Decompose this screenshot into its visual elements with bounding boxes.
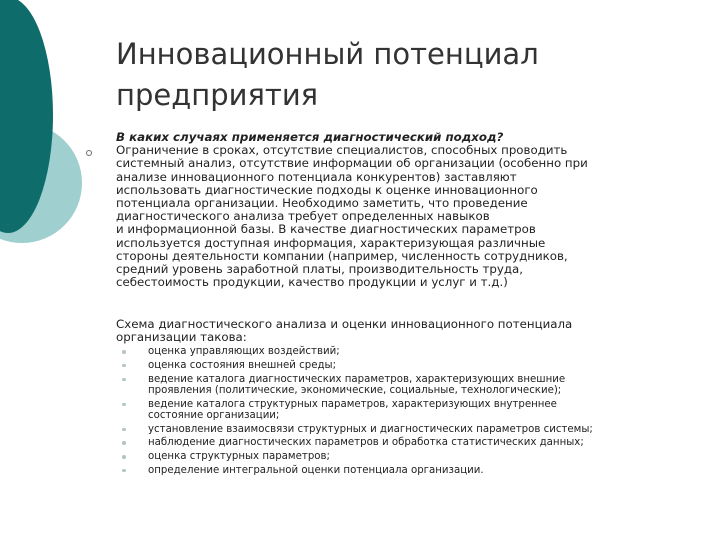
- bullet-icon: [122, 364, 126, 368]
- bullet-icon: [122, 403, 126, 407]
- paragraph-line: и информационной базы. В качестве диагностических параметров: [116, 222, 536, 237]
- paragraph-line: использовать диагностические подходы к оценке инновационного: [116, 182, 538, 197]
- scheme-steps-list: [116, 346, 676, 479]
- list-item: [116, 437, 676, 448]
- list-item-text: оценка состояния внешней среды;: [148, 359, 337, 371]
- paragraph-line: используется доступная информация, характеризующая различные: [116, 235, 546, 250]
- list-item-text: оценка структурных параметров;: [148, 451, 330, 463]
- paragraph-line: диагностического анализа требует определенных навыков: [116, 209, 490, 224]
- bullet-icon: [122, 428, 126, 432]
- paragraph-body: [116, 144, 646, 289]
- paragraph-line: системный анализ, отсутствие информации об организации (особенно при: [116, 156, 588, 171]
- scheme-intro-paragraph: [116, 318, 646, 344]
- paragraph-line: себестоимость продукции, качество продукции и услуг и т.д.): [116, 275, 508, 290]
- paragraph-line: Схема диагностического анализа и оценки инновационного потенциала: [116, 317, 573, 331]
- list-item: [116, 451, 676, 462]
- list-item-text: наблюдение диагностических параметров и обработка статистических данных;: [148, 437, 584, 449]
- list-item-text: проявления (политические, экономические, социальные, технологические);: [148, 384, 562, 396]
- decorative-circles: [0, 0, 90, 300]
- bullet-icon: [122, 350, 126, 354]
- paragraph-bullet-icon: [86, 150, 92, 156]
- list-item: [116, 424, 676, 435]
- list-item-text: определение интегральной оценки потенциала организации.: [148, 464, 484, 476]
- page-title: [116, 34, 676, 116]
- title-line-2: предприятия: [116, 78, 319, 112]
- list-item-text: ведение каталога диагностических параметров, характеризующих внешние: [148, 373, 566, 385]
- list-item: [116, 346, 676, 357]
- list-item: [116, 374, 676, 396]
- question-heading: В каких случаях применяется диагностический подход?: [116, 130, 504, 144]
- diagnostic-approach-paragraph: [116, 131, 646, 289]
- scheme-intro-text: [116, 318, 646, 344]
- list-item: [116, 465, 676, 476]
- list-item-text: состояние организации;: [148, 409, 280, 421]
- paragraph-line: организации такова:: [116, 330, 247, 345]
- paragraph-line: Ограничение в сроках, отсутствие специалистов, способных проводить: [116, 143, 568, 158]
- list-item: [116, 399, 676, 421]
- bullet-icon: [122, 441, 126, 445]
- paragraph-line: потенциала организации. Необходимо заметить, что проведение: [116, 196, 528, 211]
- paragraph-line: анализе инновационного потенциала конкурентов) заставляют: [116, 169, 517, 184]
- paragraph-line: стороны деятельности компании (например, численность сотрудников,: [116, 248, 568, 263]
- list-item-text: оценка управляющих воздействий;: [148, 346, 340, 357]
- bullet-icon: [122, 455, 126, 459]
- title-line-1: Инновационный потенциал: [116, 37, 539, 71]
- list-item-text: ведение каталога структурных параметров, характеризующих внутреннее: [148, 398, 557, 410]
- bullet-icon: [122, 469, 126, 473]
- bullet-icon: [122, 378, 126, 382]
- list-item: [116, 360, 676, 371]
- paragraph-line: средний уровень заработной платы, производительность труда,: [116, 262, 524, 277]
- list-item-text: установление взаимосвязи структурных и диагностических параметров системы;: [148, 423, 593, 435]
